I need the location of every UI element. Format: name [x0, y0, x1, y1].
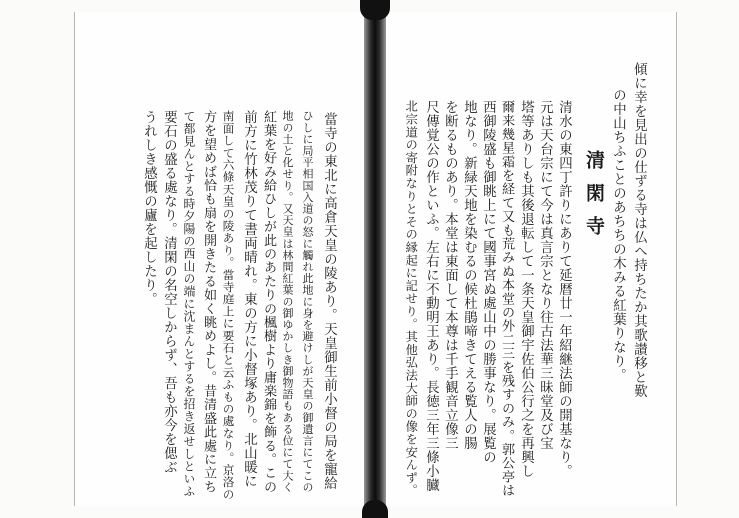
- right-col-2: の中山ちふことのあちちの木みる紅葉りなり。: [610, 88, 626, 382]
- right-col-4: 元は天台宗にて今は真言宗となり往古法華三昧堂及び宝: [537, 100, 553, 450]
- right-col-11: 北宗道の寄附なりとその縁起に記せり。其他弘法大師の像を安んず。: [404, 100, 419, 497]
- right-col-7: 西御陵盛も御眺上にて國事宮ぬ處山中の勝事なり。展覧の: [480, 100, 496, 464]
- left-col-3: 地の土と化せり。又天皇は林間紅葉の御ゆかしき御物語もある位にて大く: [281, 110, 294, 493]
- gutter-shadow-top: [360, 0, 390, 20]
- right-col-3: 清水の東四丁許りにありて延暦廿一年紹継法師の開基なり。: [556, 100, 572, 478]
- page-heading: 清閑寺: [583, 150, 605, 249]
- right-col-8: 地なり。新緑天地を染むるの候杜鵑啼きてえる覧人の腸: [461, 100, 477, 450]
- left-col-10: うれしき感慨の廬を起したり。: [141, 110, 157, 306]
- left-col-1: 當寺の東北に高倉天皇の陵あり。天皇御生前小督の局を寵給: [321, 112, 337, 490]
- right-col-6: 爾来幾星霜を経て又も荒みぬ本堂の外二三を残すのみ。郭公亭は: [499, 100, 515, 498]
- gutter-shadow-bottom: [362, 500, 388, 518]
- left-col-2: ひしに局平相国入道の怒に觸れ此地に身を避けしが天皇の御遺言にてこの: [301, 110, 314, 493]
- right-col-9: を断るものあり。本堂は東面して本尊は千手観音立像三: [442, 100, 458, 450]
- left-col-8: て都見んとする時夕陽の西山の端に沈まんとするを招き返せしといふ: [181, 110, 196, 498]
- book-gutter: [364, 0, 386, 518]
- left-col-7: 方を望めば恰も扇を開きたる如く眺めよし。昔清盛此處に立ち: [201, 110, 217, 494]
- left-col-6: 南面して六條天皇の陵あり。當寺庭上に要石と云ふもの處なり。京洛の: [221, 110, 236, 501]
- right-col-10: 尺傳覚公の作といふ。左右に不動明王あり。長徳三年三條小臓: [423, 100, 439, 492]
- right-col-1: 傾に幸を見出の仕ずる寺は仏へ持ちたか其歌讃移と歎: [631, 62, 647, 398]
- left-col-4: 紅葉を好み給ひしが此のあたりの楓樹より庸楽錦を飾る。この: [261, 110, 277, 494]
- right-col-5: 塔等ありしも其後退転して一条天皇御宇佐伯公行之を再興し: [518, 100, 534, 478]
- left-col-5: 前方に竹林茂りて書両晴れ。東の方に小督塚あり。北山暖に: [241, 110, 257, 488]
- left-col-9: 要石の盛る處なり。清閑の名空しからず、吾も亦今を偲ぶ: [161, 110, 177, 474]
